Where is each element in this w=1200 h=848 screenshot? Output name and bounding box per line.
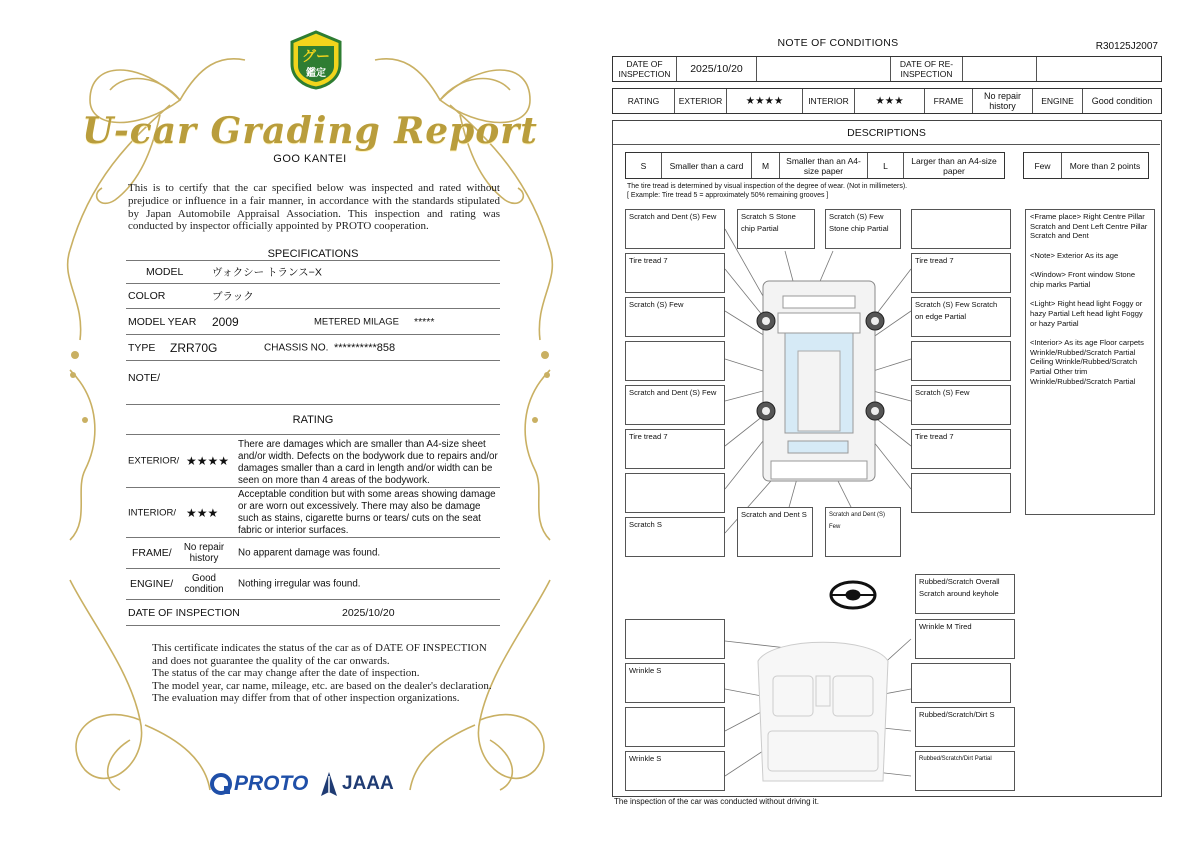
damage-box-front-left: Scratch and Dent (S) Few <box>625 209 725 249</box>
damage-box-right-quarter <box>911 473 1011 513</box>
damage-box-hood-right: Scratch (S) Few Stone chip Partial <box>825 209 901 249</box>
interior-box-left-seat: Wrinkle S <box>625 663 725 703</box>
spec-row-year <box>126 309 500 335</box>
damage-box-left-rear-tire: Tire tread 7 <box>625 429 725 469</box>
footer-line: The status of the car may change after the date of inspection. <box>152 667 420 679</box>
damage-box-hood-left: Scratch S Stone chip Partial <box>737 209 815 249</box>
exterior-stars: ★★★★ <box>186 454 230 468</box>
color-value: ブラック <box>212 290 254 303</box>
descriptions-panel <box>612 120 1162 797</box>
condition-notes-panel <box>1025 209 1155 515</box>
damage-box-right-pillar: Scratch (S) Few <box>911 385 1011 425</box>
frame-description: No apparent damage was found. <box>238 547 381 559</box>
type-value: ZRR70G <box>170 340 218 355</box>
damage-box-rear-bumper: Scratch and Dent (S) Few <box>825 507 901 557</box>
legend-s-desc: Smaller than a card <box>662 153 752 178</box>
interior-label: INTERIOR/ <box>128 507 177 518</box>
rating-row <box>612 88 1162 114</box>
date-of-inspection-label: DATE OF INSPECTION <box>613 57 677 81</box>
interior-box-left-trim <box>625 707 725 747</box>
empty-cell <box>757 57 891 81</box>
exterior-label: EXTERIOR <box>675 89 727 113</box>
light-note: <Light> Right head light Foggy or hazy Partial Left head light Foggy or hazy Partial <box>1030 299 1143 328</box>
metered-mileage-value: ***** <box>414 315 435 328</box>
rating-heading: RATING <box>292 414 334 426</box>
damage-box-rear-center: Scratch and Dent S <box>737 507 813 557</box>
chassis-label: CHASSIS NO. <box>264 342 329 353</box>
frame-value: No repair history <box>183 542 225 564</box>
inspection-footnote: The inspection of the car was conducted without driving it. <box>614 797 819 806</box>
jaaa-logo-icon <box>320 771 338 797</box>
engine-value: Good condition <box>1091 96 1153 106</box>
interior-note: <Interior> As its age Floor carpets Wrinkle/Rubbed/Scratch Partial Ceiling Wrinkle/Rubbed/Scratch Partial Other trim Wrinkle/Rubbed/Scratch Partial <box>1030 338 1144 386</box>
tire-note-line: The tire tread is determined by visual inspection of the degree of wear. (Not in millimeters). <box>627 183 908 190</box>
spec-row-note <box>126 361 500 405</box>
model-year-value: 2009 <box>212 314 239 329</box>
svg-text:グー: グー <box>302 49 330 65</box>
partner-logos <box>210 770 430 800</box>
damage-box-left-front-tire: Tire tread 7 <box>625 253 725 293</box>
exterior-description: There are damages which are smaller than A4-size sheet and/or width. Defects on the bodywork due to repairs and/or damages smaller than a card in length and/or width can be seen on more than 4 areas of the bodywork. <box>238 439 498 486</box>
engine-label: ENGINE <box>1033 89 1083 113</box>
legend-m: M <box>752 153 780 178</box>
interior-stars: ★★★ <box>855 89 925 113</box>
damage-box-steering: Rubbed/Scratch Overall Scratch around keyhole <box>915 574 1015 614</box>
car-top-view-icon <box>757 281 884 481</box>
goo-kantei-badge-icon <box>288 30 344 90</box>
window-note: <Window> Front window Stone chip marks Partial <box>1030 270 1136 289</box>
legend-few: Few <box>1024 153 1062 178</box>
frame-value: No repair history <box>973 89 1033 113</box>
rating-row-exterior <box>126 434 500 488</box>
interior-box-driver-seat: Wrinkle M Tired <box>915 619 1015 659</box>
interior-stars: ★★★ <box>186 505 219 520</box>
model-year-label: MODEL YEAR <box>128 315 197 328</box>
model-label: MODEL <box>146 266 184 278</box>
legend-l: L <box>868 153 904 178</box>
footer-line: The evaluation may differ from that of other inspection organizations. <box>152 692 460 704</box>
damage-box-right-fender: Scratch (S) Few Scratch on edge Partial <box>911 297 1011 337</box>
certificate-footer <box>152 642 492 705</box>
frame-label: FRAME/ <box>132 547 172 559</box>
proto-logo-text: PROTO <box>234 772 309 795</box>
exterior-stars: ★★★★ <box>727 89 803 113</box>
damage-box-left-front-door <box>625 341 725 381</box>
frame-label: FRAME <box>925 89 973 113</box>
spec-row-model <box>126 260 500 284</box>
interior-box-right-trim <box>911 663 1011 703</box>
svg-text:鑑定: 鑑定 <box>306 68 326 79</box>
empty-cell <box>1037 57 1161 81</box>
steering-wheel-icon <box>831 582 875 608</box>
note-of-conditions <box>612 34 1164 814</box>
date-of-reinspection-value <box>963 57 1037 81</box>
rating-row-date <box>126 600 500 626</box>
rating-label: RATING <box>613 89 675 113</box>
rating-row-engine <box>126 569 500 600</box>
date-of-inspection-value: 2025/10/20 <box>342 606 395 619</box>
certificate-intro: This is to certify that the car specified below was inspected and rated without prejudice or influence in a fair manner, in accordance with the standards stipulated by Japan Automobile Appraisal Association. This inspection and rating was conducted by inspector officially appointed by PROTO cooperation. <box>128 182 500 233</box>
jaaa-logo-text: JAAA <box>342 773 394 794</box>
leader-lines <box>725 229 911 776</box>
engine-description: Nothing irregular was found. <box>238 578 361 590</box>
certificate-title: U-car Grading Report <box>82 110 538 152</box>
car-interior-view-icon <box>758 642 888 781</box>
frame-place-note: <Frame place> Right Centre Pillar Scratch and Dent Left Centre Pillar Scratch and Dent <box>1030 212 1148 241</box>
interior-box-dashboard <box>625 619 725 659</box>
rating-row-interior <box>126 488 500 538</box>
inspection-dates-row <box>612 56 1162 82</box>
grading-certificate <box>30 20 590 820</box>
proto-logo-icon <box>210 772 234 796</box>
interior-description: Acceptable condition but with some areas showing damage or are worn out excessively. There may also be damage such as stains, cigarette burns or tears/ cuts on the seat fabric or interior surfaces. <box>238 489 496 536</box>
damage-box-left-fender: Scratch (S) Few <box>625 297 725 337</box>
chassis-value: **********858 <box>334 341 396 354</box>
interior-box-rear-trim: Rubbed/Scratch/Dirt Partial <box>915 751 1015 791</box>
damage-box-left-pillar: Scratch and Dent (S) Few <box>625 385 725 425</box>
metered-mileage-label: METERED MILAGE <box>314 316 399 327</box>
report-reference: R30125J2007 <box>1095 41 1158 52</box>
tire-tread-note <box>627 182 907 200</box>
rating-row-frame <box>126 538 500 569</box>
damage-box-right-front-door <box>911 341 1011 381</box>
type-label: TYPE <box>128 341 156 354</box>
note-title: NOTE OF CONDITIONS <box>777 37 899 49</box>
spec-row-type <box>126 335 500 361</box>
legend-few-desc: More than 2 points <box>1069 160 1141 171</box>
engine-value: Good condition <box>184 573 224 595</box>
damage-box-front-right <box>911 209 1011 249</box>
footer-line: The model year, car name, mileage, etc. are based on the dealer's declaration. <box>152 679 492 692</box>
note-label: NOTE/ <box>128 372 161 385</box>
damage-box-right-rear-tire: Tire tread 7 <box>911 429 1011 469</box>
color-label: COLOR <box>128 290 166 302</box>
legend-l-desc: Larger than an A4-size paper <box>911 155 997 176</box>
certificate-subtitle: GOO KANTEI <box>273 153 347 165</box>
descriptions-heading: DESCRIPTIONS <box>613 121 1160 145</box>
damage-box-rear-left: Scratch S <box>625 517 725 557</box>
interior-box-console: Rubbed/Scratch/Dirt S <box>915 707 1015 747</box>
interior-label: INTERIOR <box>803 89 855 113</box>
exterior-note: <Note> Exterior As its age <box>1030 250 1119 260</box>
engine-label: ENGINE/ <box>130 578 174 590</box>
exterior-label: EXTERIOR/ <box>128 455 180 467</box>
tire-note-line: [ Example: Tire tread 5 = approximately 50% remaining grooves ] <box>627 192 829 199</box>
date-of-inspection-label: DATE OF INSPECTION <box>128 606 240 619</box>
model-value: ヴォクシー トランス−X <box>212 266 322 279</box>
footer-line: This certificate indicates the status of the car as of DATE OF INSPECTION and does not guarantee the quality of the car onwards. <box>152 642 487 667</box>
damage-box-right-front-tire: Tire tread 7 <box>911 253 1011 293</box>
legend-m-desc: Smaller than an A4-size paper <box>780 153 868 178</box>
specifications-heading: SPECIFICATIONS <box>267 248 359 260</box>
damage-box-left-quarter <box>625 473 725 513</box>
date-of-inspection-value: 2025/10/20 <box>677 57 757 81</box>
spec-row-color <box>126 284 500 309</box>
interior-box-rear-seat: Wrinkle S <box>625 751 725 791</box>
date-of-reinspection-label: DATE OF RE-INSPECTION <box>891 57 963 81</box>
legend-s: S <box>626 153 662 178</box>
few-legend <box>1023 152 1149 179</box>
size-legend <box>625 152 1005 179</box>
